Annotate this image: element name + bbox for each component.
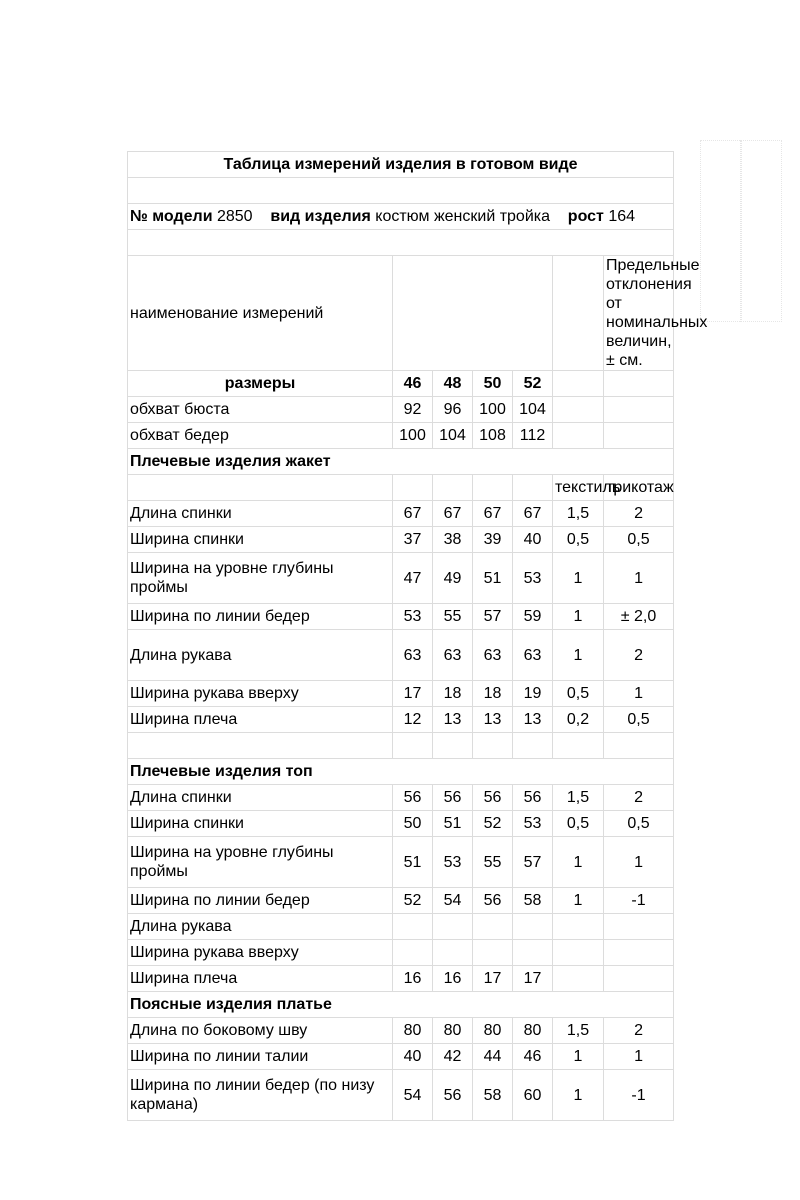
empty-cell (604, 733, 674, 759)
tolerance-textile: 1,5 (553, 785, 604, 811)
tolerance-textile: 0,5 (553, 527, 604, 553)
cell-value: 13 (473, 707, 513, 733)
cell-value: 57 (473, 604, 513, 630)
tolerance-textile: 1 (553, 1044, 604, 1070)
height-value: 164 (608, 208, 636, 225)
row-label: Ширина по линии талии (128, 1044, 393, 1070)
tolerance-textile: 1 (553, 1070, 604, 1121)
cell-value: 67 (513, 501, 553, 527)
empty-cell (473, 475, 513, 501)
tolerance-knit: 2 (604, 785, 674, 811)
spacer-row (128, 178, 674, 204)
cell-value: 55 (473, 837, 513, 888)
cell-value: 112 (513, 423, 553, 449)
cell-value: 56 (473, 888, 513, 914)
cell-value: 17 (513, 966, 553, 992)
row-label: Ширина спинки (128, 811, 393, 837)
header-blank (393, 256, 553, 371)
row-label: обхват бедер (128, 423, 393, 449)
empty-cell (393, 475, 433, 501)
row-label: Ширина по линии бедер (128, 604, 393, 630)
empty-cell (553, 371, 604, 397)
size-value: 46 (393, 371, 433, 397)
table-row (128, 553, 674, 604)
cell-value: 92 (393, 397, 433, 423)
tolerance-knit (604, 940, 674, 966)
table-row (128, 837, 674, 888)
table-row (128, 630, 674, 681)
cell-value: 67 (433, 501, 473, 527)
cell-value: 52 (393, 888, 433, 914)
row-label: Ширина по линии бедер (128, 888, 393, 914)
tolerance-knit: 1 (604, 837, 674, 888)
empty-cell (553, 423, 604, 449)
cell-value: 53 (513, 811, 553, 837)
table-row (128, 1044, 674, 1070)
row-label: Ширина плеча (128, 707, 393, 733)
cell-value: 52 (473, 811, 513, 837)
empty-cell (604, 423, 674, 449)
cell-value: 60 (513, 1070, 553, 1121)
empty-cell (393, 733, 433, 759)
table-row (128, 914, 674, 940)
table-row (128, 707, 674, 733)
cell-value: 13 (513, 707, 553, 733)
tolerance-textile: 1 (553, 553, 604, 604)
cell-value: 54 (433, 888, 473, 914)
empty-cell (513, 475, 553, 501)
cell-value: 13 (433, 707, 473, 733)
table-row (128, 785, 674, 811)
cell-value (433, 940, 473, 966)
tolerance-knit: 0,5 (604, 527, 674, 553)
cell-value: 47 (393, 553, 433, 604)
section-title-dress: Поясные изделия платье (128, 992, 674, 1018)
empty-cell (128, 733, 393, 759)
tolerance-knit: 1 (604, 681, 674, 707)
table-row (128, 940, 674, 966)
sheet-title: Таблица измерений изделия в готовом виде (128, 152, 674, 178)
tolerance-knit: 0,5 (604, 707, 674, 733)
size-value: 52 (513, 371, 553, 397)
table-row (128, 397, 674, 423)
cell-value: 56 (393, 785, 433, 811)
tolerance-knit (604, 914, 674, 940)
cell-value: 16 (433, 966, 473, 992)
tolerance-knit: 1 (604, 1044, 674, 1070)
tolerance-textile (553, 966, 604, 992)
cell-value: 104 (433, 423, 473, 449)
table-row (128, 501, 674, 527)
model-number-value: 2850 (216, 208, 253, 225)
tolerance-knit: 2 (604, 501, 674, 527)
table-row (128, 966, 674, 992)
cell-value: 63 (433, 630, 473, 681)
cell-value: 80 (513, 1018, 553, 1044)
tolerance-knit: 0,5 (604, 811, 674, 837)
spacer-row (128, 230, 674, 256)
height-label: рост (567, 208, 604, 225)
row-label: Длина спинки (128, 785, 393, 811)
row-label: Ширина на уровне глубины проймы (128, 553, 393, 604)
empty-cell (553, 397, 604, 423)
cell-value: 40 (393, 1044, 433, 1070)
measurement-table (127, 151, 708, 1121)
background-grid (700, 140, 790, 320)
cell-value (513, 940, 553, 966)
cell-value: 58 (473, 1070, 513, 1121)
row-label: Длина рукава (128, 630, 393, 681)
header-blank (553, 256, 604, 371)
col-textile: текстиль (553, 475, 604, 501)
cell-value: 18 (433, 681, 473, 707)
cell-value: 40 (513, 527, 553, 553)
cell-value: 96 (433, 397, 473, 423)
row-label: Ширина плеча (128, 966, 393, 992)
cell-value: 56 (433, 785, 473, 811)
cell-value: 51 (393, 837, 433, 888)
tolerance-textile: 1,5 (553, 1018, 604, 1044)
empty-cell (473, 733, 513, 759)
cell-value: 63 (473, 630, 513, 681)
sizes-label: размеры (128, 371, 393, 397)
cell-value: 100 (473, 397, 513, 423)
cell-value: 56 (513, 785, 553, 811)
cell-value: 80 (473, 1018, 513, 1044)
cell-value: 53 (513, 553, 553, 604)
cell-value: 53 (393, 604, 433, 630)
tolerance-textile (553, 940, 604, 966)
table-row (128, 604, 674, 630)
tolerance-knit: -1 (604, 888, 674, 914)
cell-value: 63 (393, 630, 433, 681)
tolerance-knit: 2 (604, 630, 674, 681)
tolerance-textile: 0,2 (553, 707, 604, 733)
row-label: Длина спинки (128, 501, 393, 527)
tolerance-note: Предельные отклонения от номинальных величин, ± см. (604, 256, 674, 371)
table-row (128, 527, 674, 553)
cell-value: 80 (433, 1018, 473, 1044)
cell-value: 17 (473, 966, 513, 992)
cell-value: 53 (433, 837, 473, 888)
cell-value: 46 (513, 1044, 553, 1070)
section-title-jacket: Плечевые изделия жакет (128, 449, 674, 475)
cell-value: 50 (393, 811, 433, 837)
cell-value: 57 (513, 837, 553, 888)
tolerance-textile: 0,5 (553, 681, 604, 707)
tolerance-textile: 1 (553, 888, 604, 914)
section-title-top: Плечевые изделия топ (128, 759, 674, 785)
cell-value: 54 (393, 1070, 433, 1121)
cell-value: 56 (433, 1070, 473, 1121)
cell-value: 16 (393, 966, 433, 992)
product-type-label: вид изделия (270, 208, 371, 225)
cell-value: 44 (473, 1044, 513, 1070)
cell-value: 51 (473, 553, 513, 604)
empty-cell (128, 475, 393, 501)
product-type-value: костюм женский тройка (375, 208, 551, 225)
cell-value (473, 914, 513, 940)
cell-value: 108 (473, 423, 513, 449)
empty-cell (553, 733, 604, 759)
empty-cell (433, 475, 473, 501)
table-row (128, 1070, 674, 1121)
cell-value (513, 914, 553, 940)
row-label: обхват бюста (128, 397, 393, 423)
empty-cell (433, 733, 473, 759)
cell-value: 37 (393, 527, 433, 553)
cell-value: 42 (433, 1044, 473, 1070)
empty-cell (513, 733, 553, 759)
model-line (128, 204, 674, 230)
table-row (128, 681, 674, 707)
table-row (128, 1018, 674, 1044)
table-row (128, 811, 674, 837)
cell-value: 55 (433, 604, 473, 630)
cell-value: 56 (473, 785, 513, 811)
row-label: Ширина на уровне глубины проймы (128, 837, 393, 888)
tolerance-textile: 1 (553, 837, 604, 888)
size-value: 48 (433, 371, 473, 397)
cell-value: 67 (473, 501, 513, 527)
measurement-sheet (127, 151, 708, 1121)
row-label: Ширина спинки (128, 527, 393, 553)
tolerance-textile: 1,5 (553, 501, 604, 527)
cell-value: 19 (513, 681, 553, 707)
cell-value (393, 914, 433, 940)
cell-value: 51 (433, 811, 473, 837)
row-label: Длина рукава (128, 914, 393, 940)
row-label: Ширина рукава вверху (128, 681, 393, 707)
cell-value: 63 (513, 630, 553, 681)
cell-value: 49 (433, 553, 473, 604)
cell-value (433, 914, 473, 940)
cell-value: 67 (393, 501, 433, 527)
model-number-label: № модели (130, 208, 213, 225)
row-label: Ширина рукава вверху (128, 940, 393, 966)
cell-value: 104 (513, 397, 553, 423)
tolerance-knit (604, 966, 674, 992)
row-label: Длина по боковому шву (128, 1018, 393, 1044)
cell-value: 58 (513, 888, 553, 914)
cell-value: 12 (393, 707, 433, 733)
tolerance-knit: -1 (604, 1070, 674, 1121)
row-label: Ширина по линии бедер (по низу кармана) (128, 1070, 393, 1121)
cell-value: 39 (473, 527, 513, 553)
col-knit: трикотаж (604, 475, 674, 501)
tolerance-textile: 1 (553, 630, 604, 681)
cell-value: 18 (473, 681, 513, 707)
size-value: 50 (473, 371, 513, 397)
table-row (128, 888, 674, 914)
cell-value (393, 940, 433, 966)
tolerance-textile: 0,5 (553, 811, 604, 837)
tolerance-knit: 2 (604, 1018, 674, 1044)
cell-value: 59 (513, 604, 553, 630)
empty-cell (604, 371, 674, 397)
cell-value: 100 (393, 423, 433, 449)
tolerance-textile (553, 914, 604, 940)
cell-value (473, 940, 513, 966)
table-row (128, 423, 674, 449)
tolerance-knit: ± 2,0 (604, 604, 674, 630)
tolerance-knit: 1 (604, 553, 674, 604)
measurements-header: наименование измерений (128, 256, 393, 371)
cell-value: 38 (433, 527, 473, 553)
cell-value: 17 (393, 681, 433, 707)
empty-cell (604, 397, 674, 423)
cell-value: 80 (393, 1018, 433, 1044)
tolerance-textile: 1 (553, 604, 604, 630)
